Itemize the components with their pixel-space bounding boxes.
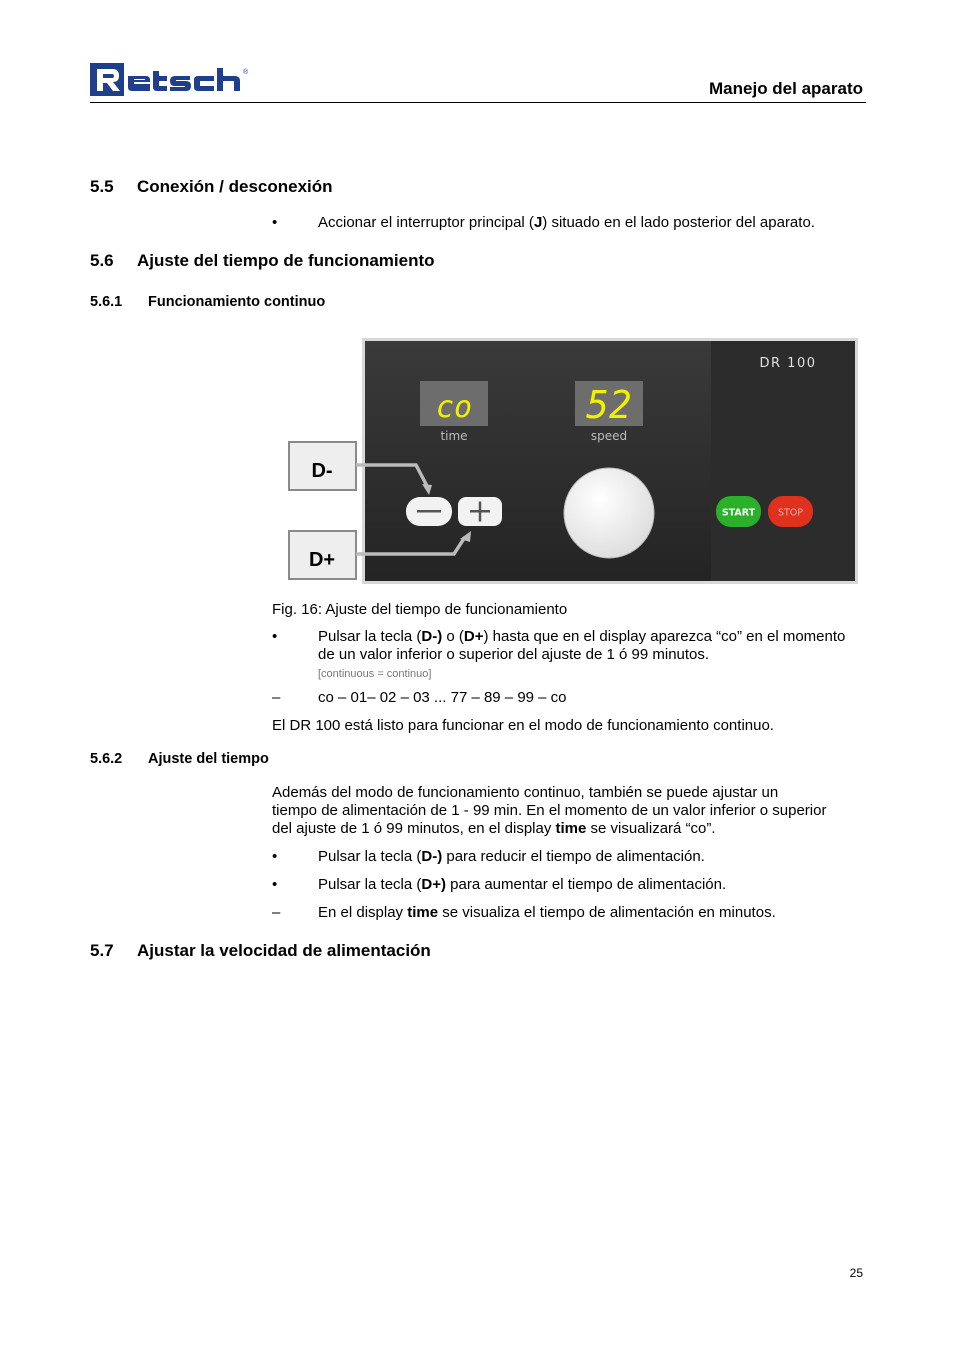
retsch-logo — [90, 62, 258, 103]
dash-marker: – — [272, 904, 281, 921]
section-title: Ajuste del tiempo de funcionamiento — [137, 251, 435, 270]
section-title: Ajustar la velocidad de alimentación — [137, 941, 431, 960]
section-title: Funcionamiento continuo — [148, 294, 326, 310]
text-run: se visualiza el tiempo de alimentación en minutos. — [438, 904, 776, 921]
minus-button — [406, 497, 452, 526]
bold-run: time — [407, 904, 439, 921]
page-number: 25 — [849, 1266, 863, 1280]
bullet-text — [318, 628, 863, 683]
bold-run: D+) — [421, 876, 446, 893]
bold-run: time — [555, 820, 587, 837]
section-number: 5.6.1 — [90, 294, 123, 310]
speed-knob — [564, 468, 654, 558]
bullet-text — [318, 214, 863, 232]
bullet-marker: • — [272, 876, 278, 893]
section-title: Conexión / desconexión — [137, 177, 333, 196]
text-run: para aumentar el tiempo de alimentación. — [445, 876, 727, 893]
text-run: se visualizará “co”. — [586, 820, 716, 837]
stop-label: STOP — [777, 507, 804, 519]
text-run: Pulsar la tecla ( — [318, 848, 422, 865]
bullet-marker: • — [272, 848, 278, 865]
text-run: Pulsar la tecla ( — [318, 876, 422, 893]
bullet-marker: • — [272, 628, 278, 645]
plus-button — [458, 497, 502, 526]
bullet-marker: • — [272, 214, 278, 231]
note: [continuous = continuo] — [318, 668, 432, 680]
text-run: Accionar el interruptor principal ( — [318, 214, 534, 231]
start-label: START — [721, 507, 756, 519]
speed-display-value: 52 — [586, 383, 632, 427]
section-heading-5-7 — [90, 941, 431, 961]
callout-d-plus-label: D+ — [308, 549, 336, 571]
start-button — [716, 496, 761, 527]
stop-button — [768, 496, 813, 527]
sequence-text: co – 01– 02 – 03 ... 77 – 89 – 99 – co — [318, 689, 567, 706]
section-title: Ajuste del tiempo — [148, 751, 269, 767]
header-rule — [90, 102, 866, 103]
dash-text — [318, 904, 863, 922]
bold-run: D-) — [421, 628, 443, 645]
section-number: 5.5 — [90, 177, 114, 196]
section-number: 5.6.2 — [90, 751, 123, 767]
bold-run: D+ — [463, 628, 484, 645]
text-run: ) situado en el lado posterior del aparato. — [542, 214, 815, 231]
speed-label: speed — [590, 429, 628, 443]
bold-run: D-) — [421, 848, 443, 865]
paragraph — [272, 784, 827, 838]
registered-mark: ® — [243, 69, 249, 76]
section-heading-5-5 — [90, 177, 333, 197]
text-run: En el display — [318, 904, 408, 921]
section-heading-5-6-2 — [90, 751, 269, 767]
paragraph: El DR 100 está listo para funcionar en el modo de funcionamiento continuo. — [272, 717, 774, 734]
bullet-text — [318, 876, 863, 894]
text-run: o ( — [442, 628, 464, 645]
panel-right-section — [711, 341, 855, 581]
section-number: 5.6 — [90, 251, 114, 270]
text-run: para reducir el tiempo de alimentación. — [442, 848, 705, 865]
section-heading-5-6-1 — [90, 294, 325, 310]
bold-run: J — [533, 214, 543, 231]
bullet-text — [318, 848, 863, 866]
text-run: ) hasta que en el display aparezca “co” en el momento de un valor inferior o superior del ajuste de 1 ó 99 minutos. — [318, 628, 846, 663]
section-number: 5.7 — [90, 941, 114, 960]
minus-icon — [417, 510, 441, 513]
time-label: time — [440, 429, 468, 443]
figure-caption: Fig. 16: Ajuste del tiempo de funcionamiento — [272, 601, 568, 618]
header-title: Manejo del aparato — [709, 79, 863, 98]
text-run: Pulsar la tecla ( — [318, 628, 422, 645]
model-label: DR 100 — [759, 356, 817, 371]
callout-d-minus-label: D- — [311, 460, 333, 482]
section-heading-5-6 — [90, 251, 435, 271]
text-run: Además del modo de funcionamiento continuo, también se puede ajustar un tiempo de alimentación de 1 - 99 min. En el momento de un valor inferior o superior del ajuste de 1 ó 99 minutos, en el display — [272, 784, 827, 837]
control-panel-figure — [288, 338, 858, 586]
dash-marker: – — [272, 689, 281, 706]
time-display-value: co — [435, 390, 473, 425]
